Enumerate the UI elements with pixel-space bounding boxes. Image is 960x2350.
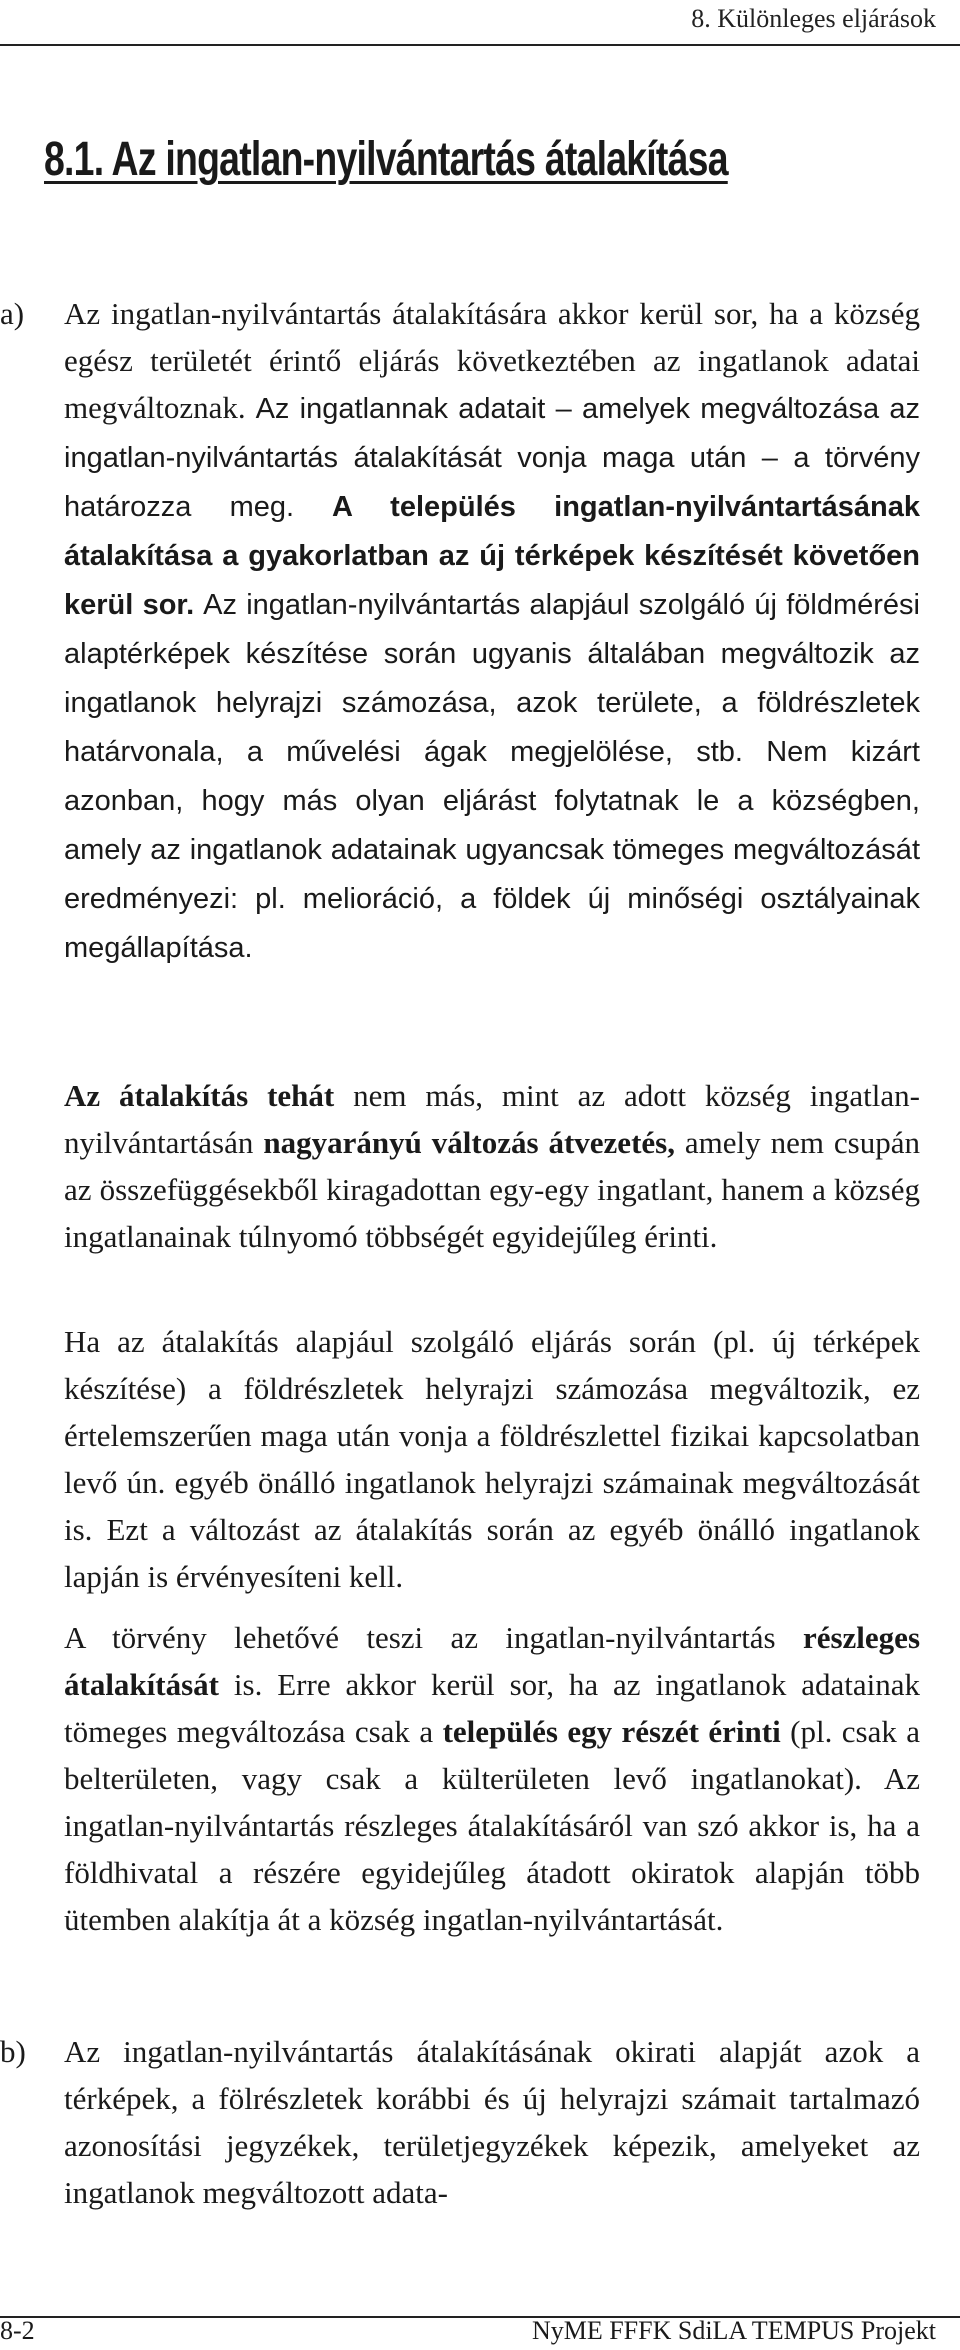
item-a-p4-bold-1: részleges átalakítását bbox=[64, 1620, 921, 1702]
item-a-p4-text-2: is. Erre akkor kerül sor, ha az ingatlanok adatainak tömeges megváltozása csak a bbox=[64, 1667, 920, 1749]
item-b-paragraph bbox=[64, 2028, 920, 2216]
section-title: 8.1. Az ingatlan-nyilvántartás átalakítása bbox=[44, 133, 728, 186]
page-header bbox=[0, 0, 960, 46]
item-a-p4-bold-2: település egy részét érinti bbox=[442, 1714, 781, 1749]
item-a-p2-bold-2: nagyarányú változás átvezetés, bbox=[263, 1125, 675, 1160]
item-b-text: Az ingatlan-nyilvántartás átalakításának okirati alapját azok a térképek, a fölrészletek korábbi és új helyrajzi számait tartalmazó azonosítási jegyzékek, területjegyzékek képezik, amelyeket az ingatlanok megváltozott adata- bbox=[64, 2034, 920, 2210]
item-a-emphasis: A település ingatlan-nyilvántartásának átalakítása a gyakorlatban az új térképek készítését követően kerül sor. bbox=[64, 491, 920, 621]
chapter-title: 8. Különleges eljárások bbox=[691, 4, 936, 33]
item-a-marker: a) bbox=[0, 296, 25, 331]
item-a-paragraph-1 bbox=[64, 290, 920, 972]
item-a-p2-bold-1: Az átalakítás tehát bbox=[64, 1078, 335, 1113]
item-a-paragraph-4 bbox=[64, 1614, 920, 1943]
item-a-paragraph-3 bbox=[64, 1318, 920, 1600]
item-b-marker: b) bbox=[0, 2034, 26, 2069]
project-name: NyME FFFK SdiLA TEMPUS Projekt bbox=[531, 2316, 936, 2345]
item-a-paragraph-2 bbox=[64, 1072, 920, 1260]
item-a-p4-text-1: A törvény lehetővé teszi az ingatlan-nyilvántartás bbox=[64, 1620, 776, 1655]
item-a-sentence-2: Az ingatlannak adatait – amelyek megváltozása az ingatlan-nyilvántartás átalakítását vonja maga után – a törvény határozza meg. bbox=[64, 393, 921, 523]
item-a-p2-text-2: amely nem csupán az összefüggésekből kiragadottan egy-egy ingatlant, hanem a község ingatlanainak túlnyomó többségét egyidejűleg érinti. bbox=[64, 1125, 921, 1254]
page-number: 8-2 bbox=[0, 2316, 35, 2345]
item-a-sentence-3: Az ingatlan-nyilvántartás alapjául szolgáló új földmérési alaptérképek készítése során ugyanis általában megváltozik az ingatlanok helyrajzi számozása, azok területe, a földrészletek határvonala, a művelési ágak megjelölése, stb. Nem kizárt azonban, hogy más olyan eljárást folytatnak le a községben, amely az ingatlanok adatainak ugyancsak tömeges megváltozását eredményezi: pl. melioráció, a földek új minőségi osztályainak megállapítása. bbox=[64, 589, 920, 964]
page-footer bbox=[0, 2316, 960, 2350]
item-a-p3-text: Ha az átalakítás alapjául szolgáló eljárás során (pl. új térképek készítése) a földrészletek helyrajzi számozása megváltozik, ez értelemszerűen maga után vonja a földrészlettel fizikai kapcsolatban levő ún. egyéb önálló ingatlanok helyrajzi számainak megváltozását is. Ezt a változást az átalakítás során az egyéb önálló ingatlanok lapján is érvényesíteni kell. bbox=[64, 1324, 920, 1594]
item-a-p2-text-1: nem más, mint az adott község ingatlan-nyilvántartásán bbox=[64, 1078, 920, 1160]
item-a-p4-text-3: (pl. csak a belterületen, vagy csak a külterületen levő ingatlanokat). Az ingatlan-nyilvántartás részleges átalakításáról van szó akkor is, ha a földhivatal a részére egyidejűleg átadott okiratok alapján több ütemben alakítja át a község ingatlan-nyilvántartását. bbox=[64, 1714, 921, 1937]
item-a-sentence-1: Az ingatlan-nyilvántartás átalakítására akkor kerül sor, ha a község egész területét érintő eljárás következtében az ingatlanok adatai megváltoznak. bbox=[64, 296, 920, 425]
